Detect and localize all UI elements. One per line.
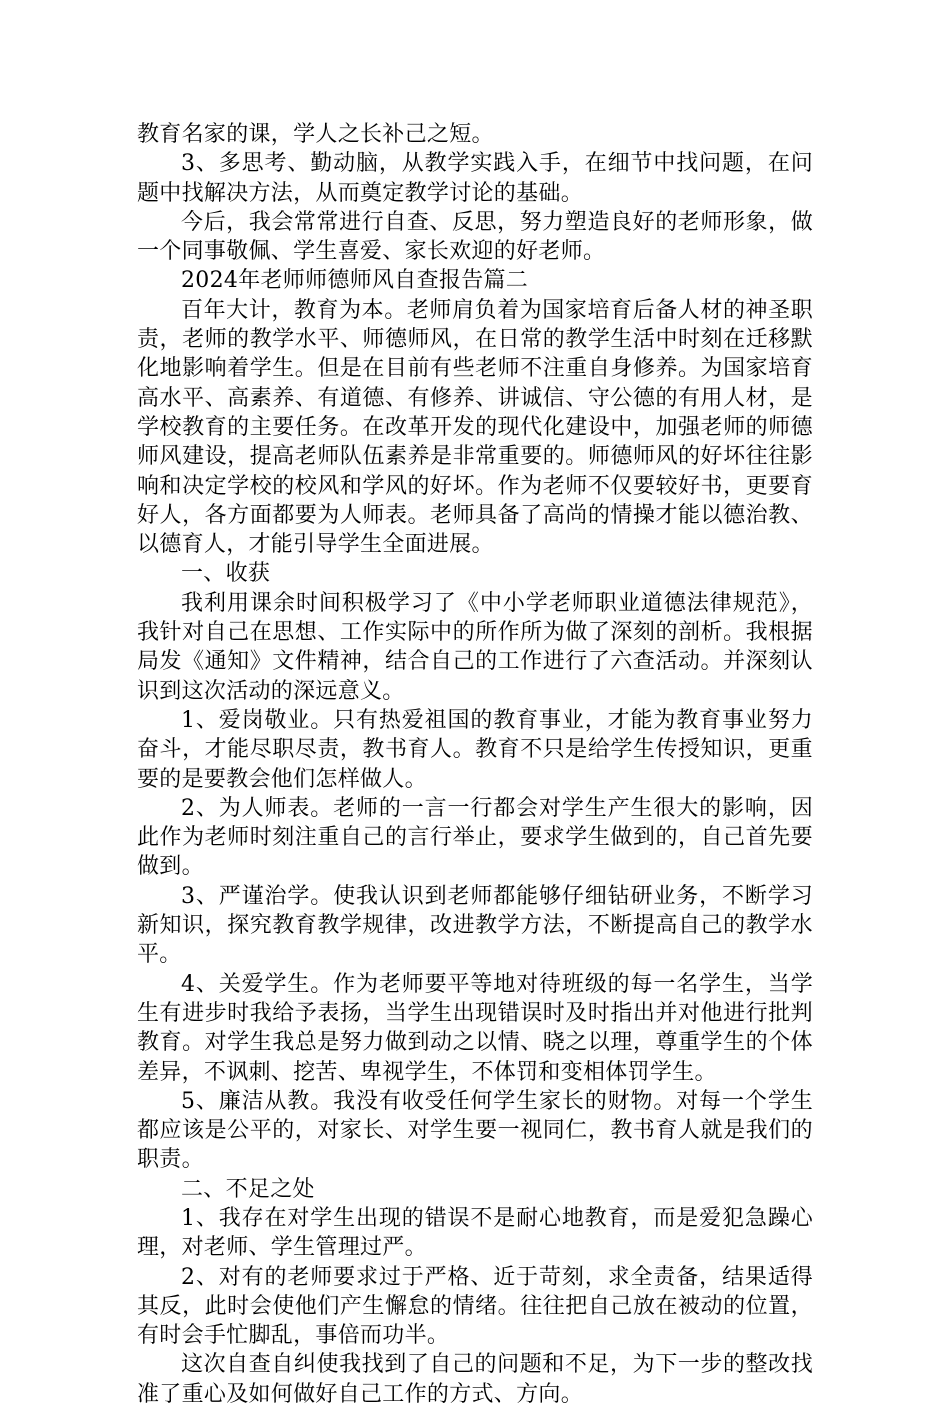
paragraph-item-5: 5、廉洁从教。我没有收受任何学生家长的财物。对每一个学生都应该是公平的，对家长、对学生要一视同仁，教书育人就是我们的职责。 — [137, 1088, 813, 1173]
paragraph-final: 这次自查自纠使我找到了自己的问题和不足，为下一步的整改找准了重心及如何做好自己工作的方式、方向。 — [137, 1352, 813, 1407]
paragraph-item-4: 4、关爱学生。作为老师要平等地对待班级的每一名学生，当学生有进步时我给予表扬，当学生出现错误时及时指出并对他进行批判教育。对学生我总是努力做到动之以情、晓之以理，尊重学生的个体差异，不讽刺、挖苦、卑视学生，不体罚和变相体罚学生。 — [137, 971, 813, 1085]
paragraph-shortcoming-2: 2、对有的老师要求过于严格、近于苛刻，求全责备，结果适得其反，此时会使他们产生懈怠的情绪。往往把自己放在被动的位置，有时会手忙脚乱，事倍而功半。 — [137, 1264, 813, 1349]
paragraph-intro: 百年大计，教育为本。老师肩负着为国家培育后备人材的神圣职责，老师的教学水平、师德师风，在日常的教学生活中时刻在迁移默化地影响着学生。但是在目前有些老师不注重自身修养。为国家培育高水平、高素养、有道德、有修养、讲诚信、守公德的有用人材，是学校教育的主要任务。在改革开发的现代化建设中，加强老师的师德师风建设，提高老师队伍素养是非常重要的。师德师风的好坏往往影响和决定学校的校风和学风的好坏。作为老师不仅要较好书，更要育好人，各方面都要为人师表。老师具备了高尚的情操才能以德治教、以德育人，才能引导学生全面进展。 — [137, 297, 813, 558]
paragraph-point-3: 3、多思考、勤动脑，从教学实践入手，在细节中找问题，在问题中找解决方法，从而奠定教学讨论的基础。 — [137, 151, 813, 206]
paragraph-shortcoming-1: 1、我存在对学生出现的错误不是耐心地教育，而是爱犯急躁心理，对老师、学生管理过严。 — [137, 1205, 813, 1261]
section-title: 2024年老师师德师风自查报告篇二 — [181, 268, 529, 294]
paragraph-item-3: 3、严谨治学。使我认识到老师都能够仔细钻研业务，不断学习新知识，探究教育教学规律，改进教学方法，不断提高自己的教学水平。 — [137, 883, 813, 968]
heading-gains: 一、收获 — [181, 561, 271, 587]
paragraph-continuation: 教育名家的课，学人之长补己之短。 — [137, 122, 494, 147]
document-page — [137, 120, 813, 1409]
paragraph-item-1: 1、爱岗敬业。只有热爱祖国的教育事业，才能为教育事业努力奋斗，才能尽职尽责，教书育人。教育不只是给学生传授知识，更重要的是要教会他们怎样做人。 — [137, 707, 813, 792]
paragraph-item-2: 2、为人师表。老师的一言一行都会对学生产生很大的影响，因此作为老师时刻注重自己的言行举止，要求学生做到的，自己首先要做到。 — [137, 795, 813, 880]
heading-shortcomings: 二、不足之处 — [181, 1176, 315, 1202]
paragraph-study: 我利用课余时间积极学习了《中小学老师职业道德法律规范》，我针对自己在思想、工作实际中的所作所为做了深刻的剖析。我根据局发《通知》文件精神，结合自己的工作进行了六查活动。并深刻认识到这次活动的深远意义。 — [137, 590, 813, 704]
paragraph-conclusion: 今后，我会常常进行自查、反思，努力塑造良好的老师形象，做一个同事敬佩、学生喜爱、家长欢迎的好老师。 — [137, 209, 813, 265]
